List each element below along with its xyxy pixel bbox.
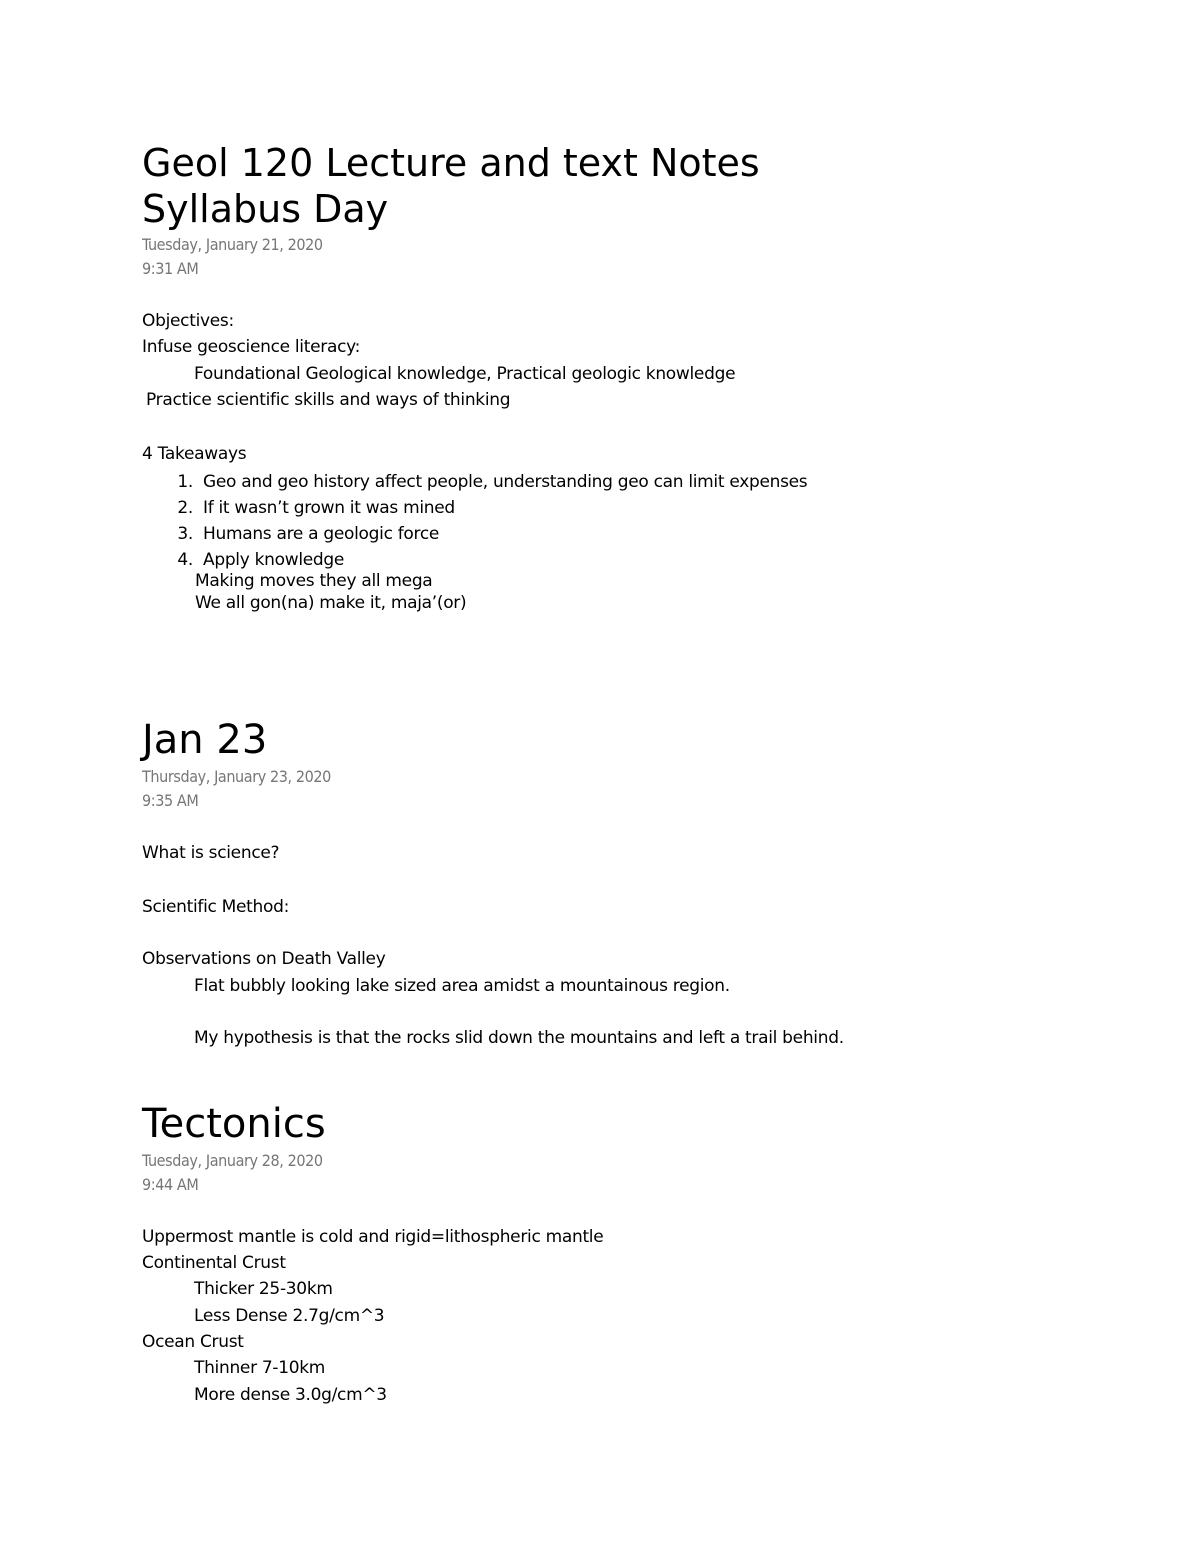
ocean-item: Thinner 7-10km [194,1358,326,1378]
ocean-label: Ocean Crust [142,1332,244,1352]
observations-label: Observations on Death Valley [142,949,386,969]
continental-item: Less Dense 2.7g/cm^3 [194,1306,385,1326]
ocean-item: More dense 3.0g/cm^3 [194,1385,387,1405]
list-item [157,495,455,521]
list-item [157,469,807,495]
section-date: Tuesday, January 21, 2020 [142,235,323,254]
handwritten-line1: Making moves they all mega [195,571,433,591]
uppermost-text: Uppermost mantle is cold and rigid=lithospheric mantle [142,1227,604,1247]
scientific-method: Scientific Method: [142,897,290,917]
section-date: Thursday, January 23, 2020 [142,767,331,786]
section-time: 9:35 AM [142,791,199,810]
section-title-line1: Geol 120 Lecture and text Notes [142,141,760,185]
observation-text: Flat bubbly looking lake sized area amidst a mountainous region. [194,976,730,996]
section-title: Jan 23 [142,717,268,763]
objectives-label: Objectives: [142,311,234,331]
section-title: Tectonics [142,1101,326,1147]
handwritten-line2: We all gon(na) make it, maja’(or) [195,593,467,613]
foundational-text: Foundational Geological knowledge, Practical geologic knowledge [194,364,736,384]
hypothesis-text: My hypothesis is that the rocks slid down the mountains and left a trail behind. [194,1028,844,1048]
list-number: 3. [177,524,193,544]
list-number: 1. [177,472,193,492]
section-time: 9:31 AM [142,259,199,278]
section-title-line2: Syllabus Day [142,187,389,231]
practice-text: Practice scientific skills and ways of thinking [146,390,511,410]
list-item [157,521,439,547]
continental-label: Continental Crust [142,1253,286,1273]
section-time: 9:44 AM [142,1175,199,1194]
takeaways-label: 4 Takeaways [142,444,247,464]
section-date: Tuesday, January 28, 2020 [142,1151,323,1170]
continental-item: Thicker 25-30km [194,1279,333,1299]
list-text: If it wasn’t grown it was mined [203,498,455,518]
what-is-science: What is science? [142,843,280,863]
infuse-label: Infuse geoscience literacy: [142,337,361,357]
list-number: 2. [177,498,193,518]
list-text: Apply knowledge [203,550,345,570]
list-text: Humans are a geologic force [203,524,440,544]
list-text: Geo and geo history affect people, understanding geo can limit expenses [203,472,808,492]
list-number: 4. [177,550,193,570]
